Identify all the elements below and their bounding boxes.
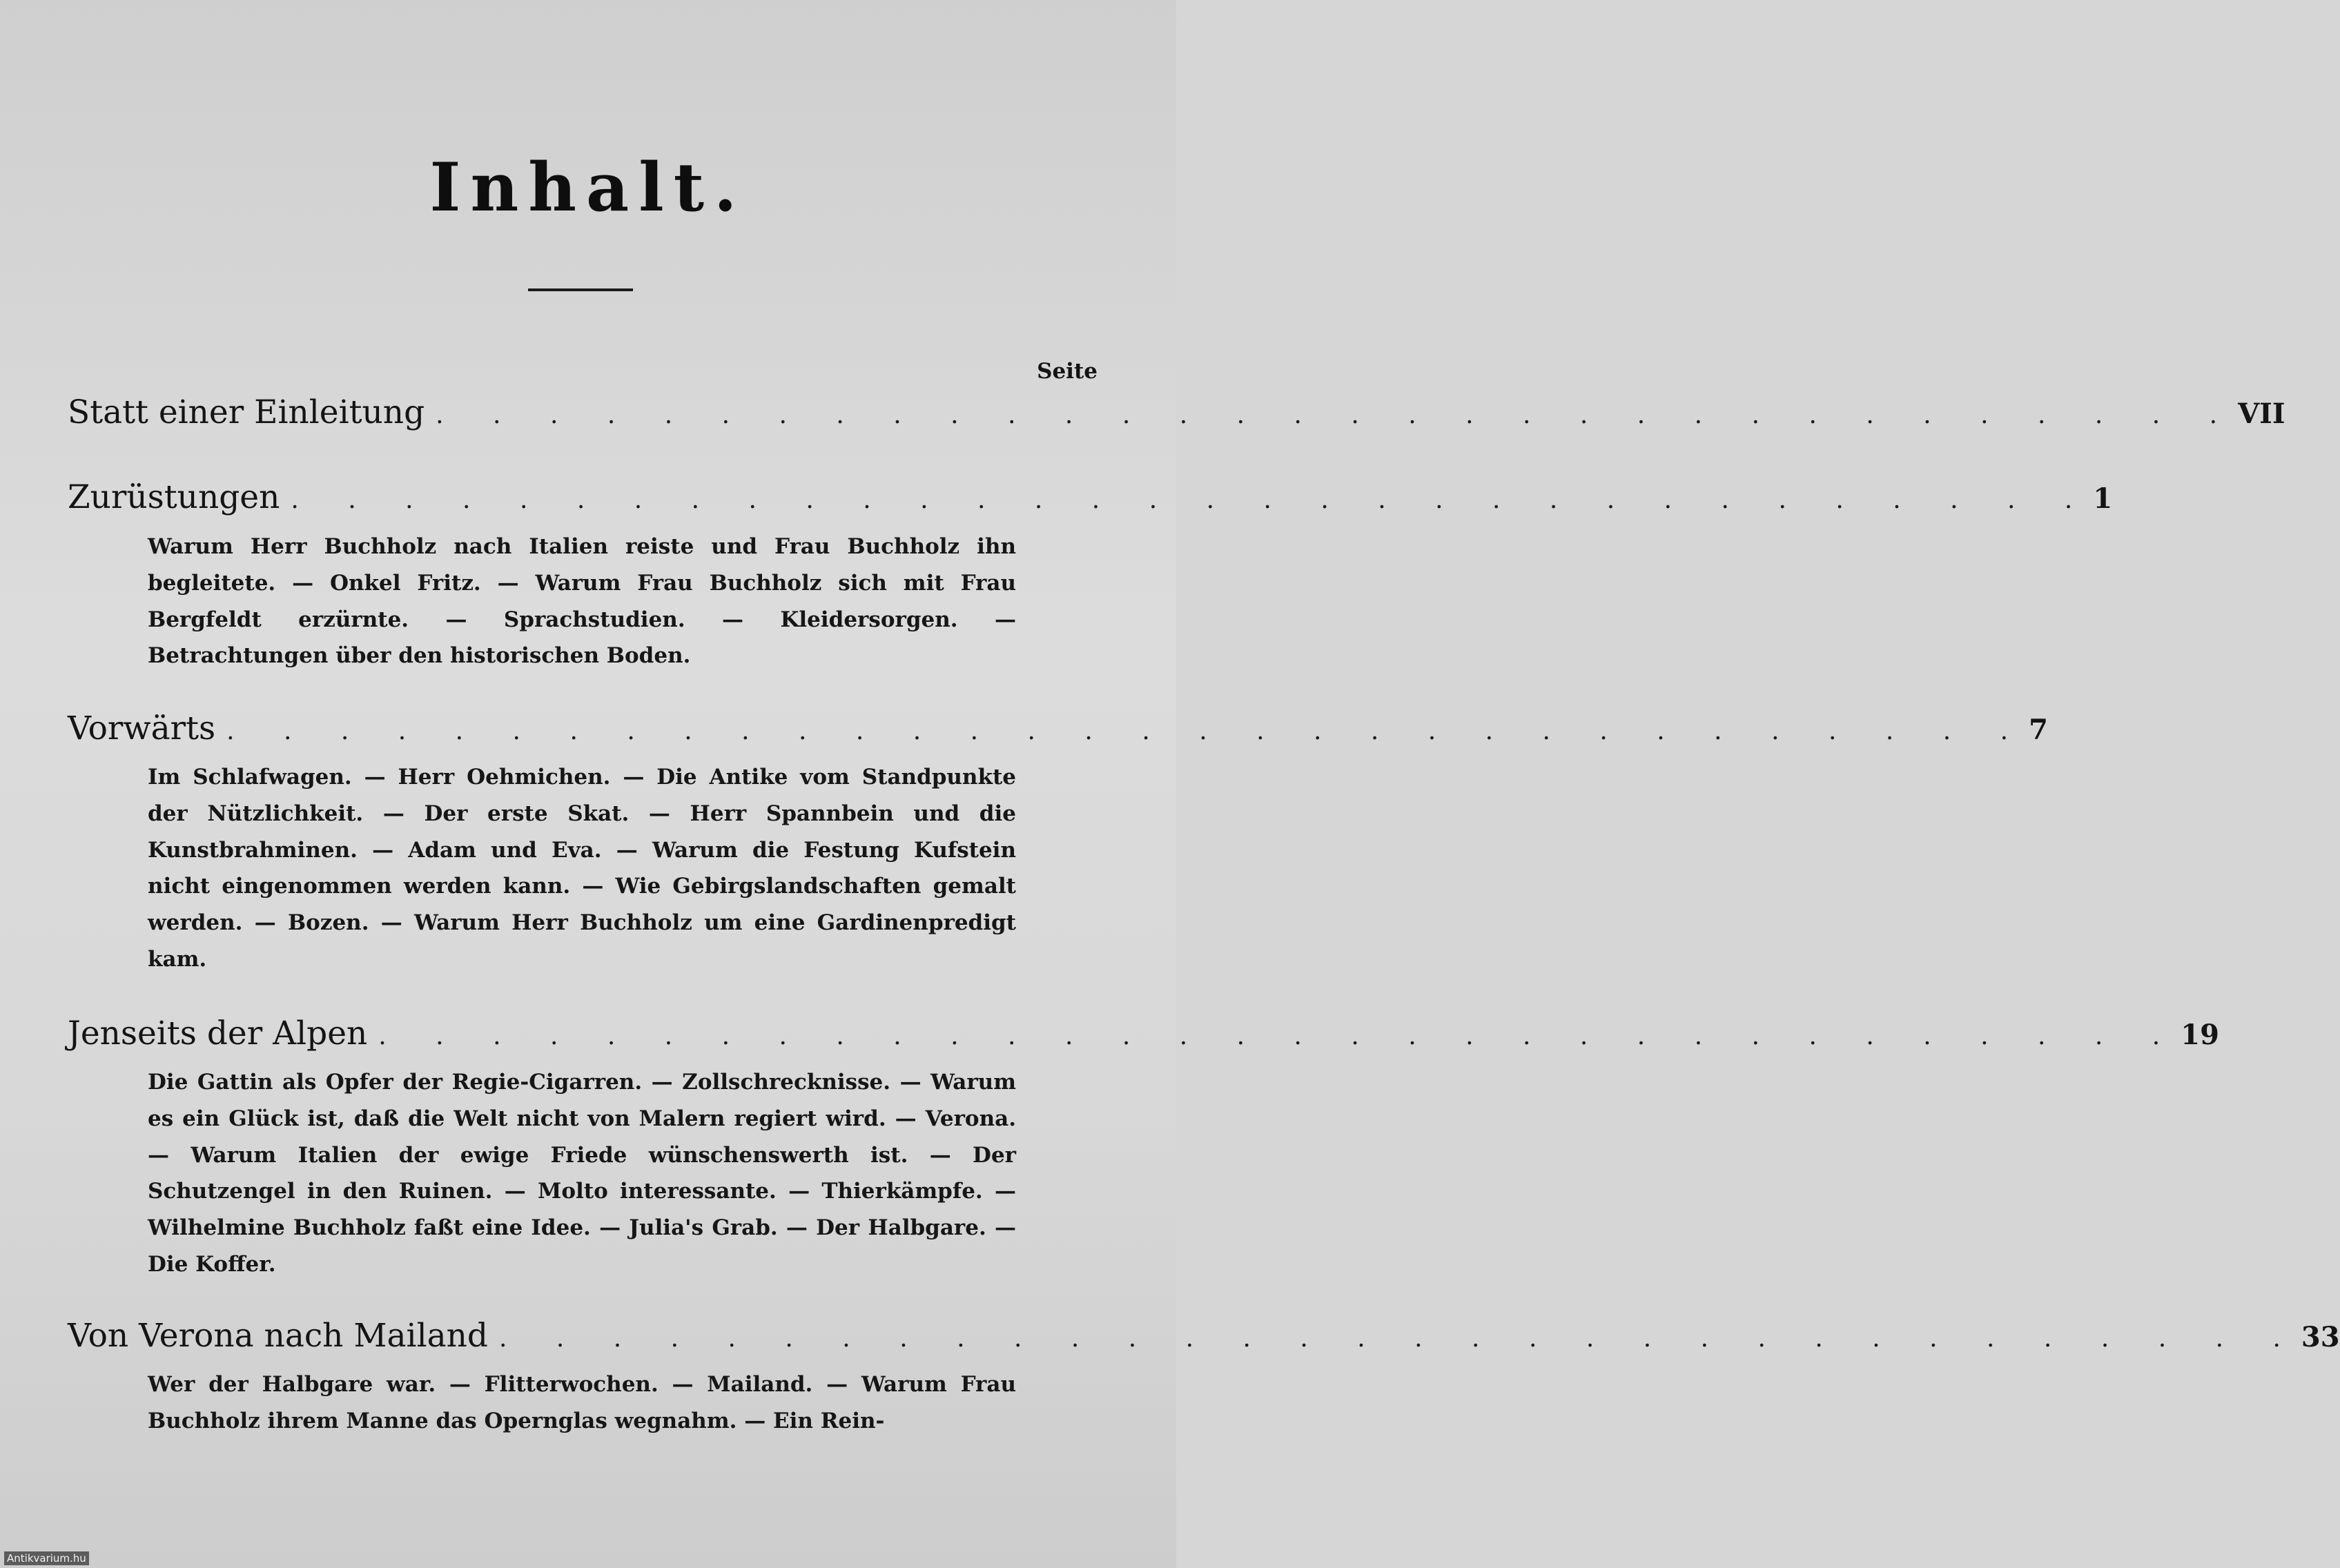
toc-entry-summary: Wer der Halbgare war. — Flitterwochen. — Mailand. — Warum Frau Buchholz ihrem Manne das Opernglas wegnahm. — Ein Rein- bbox=[148, 1372, 1016, 1433]
toc-entry-title: Vorwärts bbox=[68, 709, 216, 747]
toc-entry-zuruestungen bbox=[68, 478, 2113, 521]
title-divider bbox=[528, 288, 633, 291]
toc-entry-page: 7 bbox=[2029, 714, 2048, 746]
toc-entry-jenseits-der-alpen bbox=[68, 1015, 2219, 1057]
dot-leader: . . . . . . . . . . . . . . . . . . . . . . . . . . . . . . . . bbox=[291, 486, 2094, 514]
page-title: Inhalt. bbox=[429, 148, 747, 226]
toc-entry-von-verona-nach-mailand bbox=[68, 1317, 2340, 1360]
toc-entry-title: Jenseits der Alpen bbox=[68, 1015, 368, 1052]
page-column-label: Seite bbox=[1037, 359, 1098, 384]
toc-entry-page: 19 bbox=[2181, 1019, 2219, 1051]
dot-leader: . . . . . . . . . . . . . . . . . . . . . . . . . . . . . . . . bbox=[378, 1022, 2181, 1050]
dot-leader: . . . . . . . . . . . . . . . . . . . . . . . . . . . . . . . . bbox=[436, 401, 2239, 429]
toc-entry-title: Zurüstungen bbox=[68, 478, 280, 516]
toc-entry-summary: Im Schlafwagen. — Herr Oehmichen. — Die Antike vom Standpunkte der Nützlichkeit. — Der erste Skat. — Herr Spannbein und die Kunstbrahminen. — Adam und Eva. — Warum die Festung Kufstein nicht eingenommen werden kann. — Wie Gebirgslandschaften gemalt werden. — Bozen. — Warum Herr Buchholz um eine Gardinenpredigt kam. bbox=[148, 765, 1016, 972]
toc-entry-vorwaerts bbox=[68, 709, 2048, 752]
toc-entry-page: 1 bbox=[2093, 482, 2113, 515]
watermark: Antikvarium.hu bbox=[4, 1551, 89, 1565]
dot-leader: . . . . . . . . . . . . . . . . . . . . . . . . . . . . . . . . bbox=[226, 717, 2029, 745]
toc-entry-title: Statt einer Einleitung bbox=[68, 393, 425, 431]
toc-entry-page: VII bbox=[2238, 398, 2285, 430]
toc-entry-statt-einer-einleitung bbox=[68, 393, 2285, 436]
toc-entry-page: 33 bbox=[2301, 1321, 2340, 1353]
toc-entry-title: Von Verona nach Mailand bbox=[68, 1317, 488, 1355]
dot-leader: . . . . . . . . . . . . . . . . . . . . . . . . . . . . . . . . bbox=[498, 1324, 2301, 1353]
toc-entry-summary: Warum Herr Buchholz nach Italien reiste und Frau Buchholz ihn begleitete. — Onkel Fritz. — Warum Frau Buchholz sich mit Frau Bergfeldt erzürnte. — Sprachstudien. — Kleidersorgen. — Betrachtungen über den historischen Boden. bbox=[148, 534, 1016, 669]
toc-entry-summary: Die Gattin als Opfer der Regie-Cigarren. — Zollschrecknisse. — Warum es ein Glück ist, daß die Welt nicht von Malern regiert wird. — Verona. — Warum Italien der ewige Friede wünschenswerth ist. — Der Schutzengel in den Ruinen. — Molto interessante. — Thierkämpfe. — Wilhelmine Buchholz faßt eine Idee. — Julia's Grab. — Der Halbgare. — Die Koffer. bbox=[148, 1070, 1016, 1277]
